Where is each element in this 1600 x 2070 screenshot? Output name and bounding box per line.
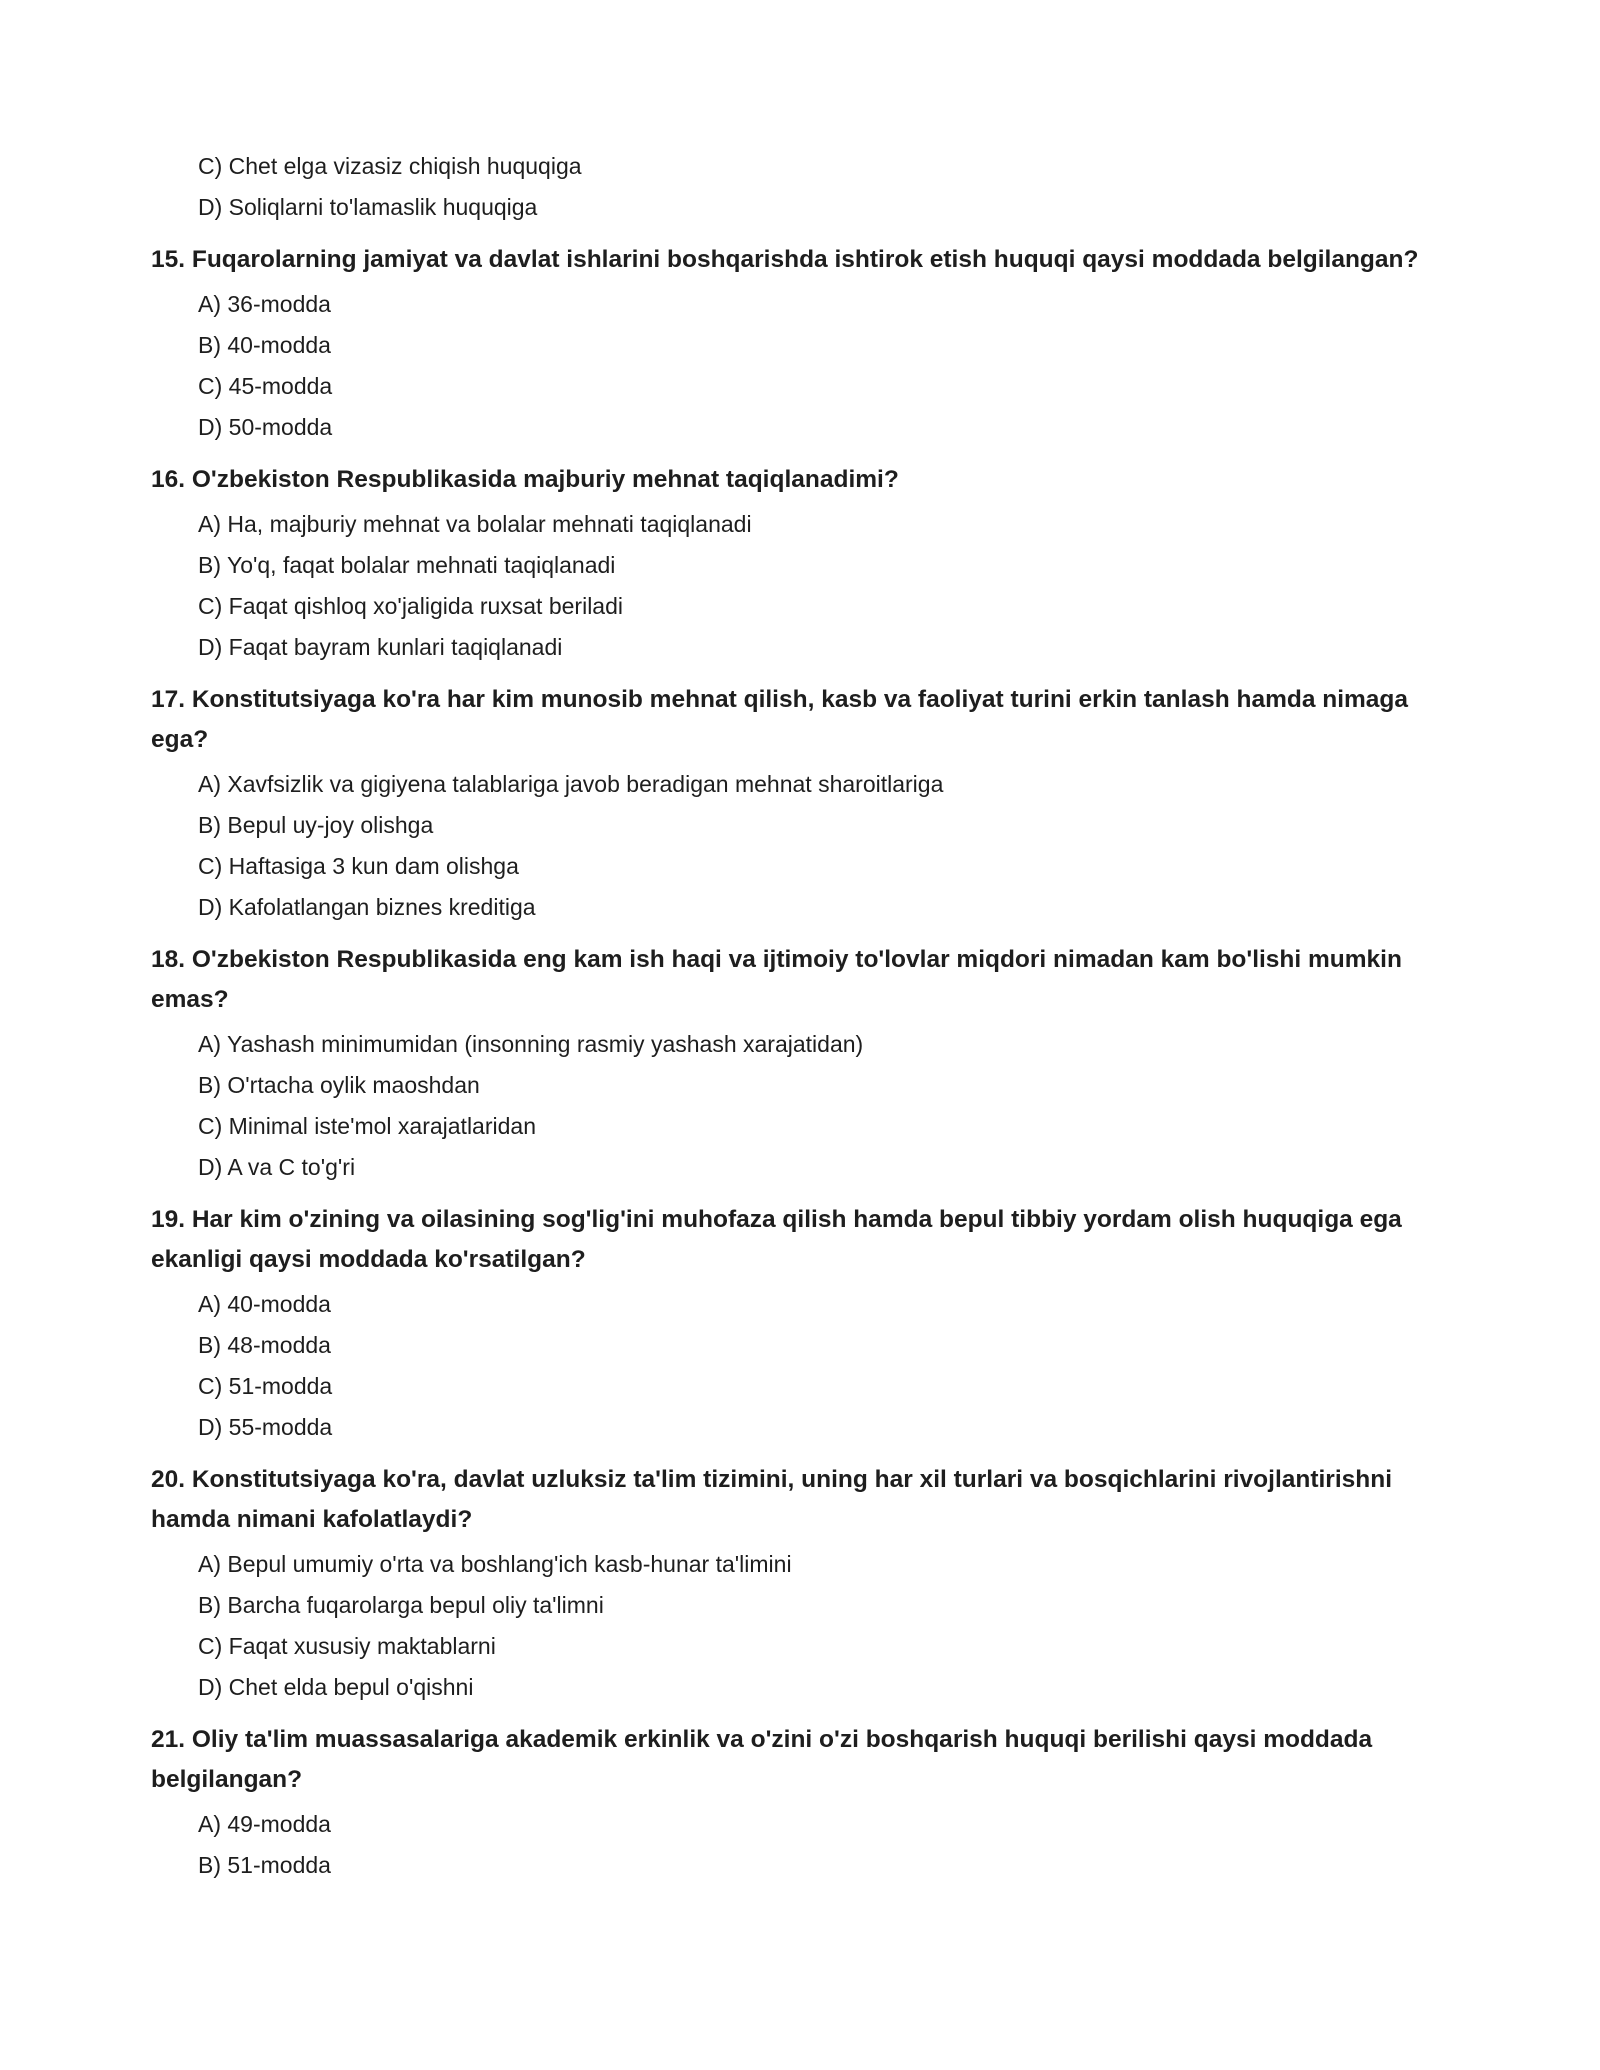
answer-option: A) Yashash minimumidan (insonning rasmiy yashash xarajatidan): [198, 1031, 864, 1057]
answer-option: A) 40-modda: [198, 1291, 331, 1317]
answer-option: D) Faqat bayram kunlari taqiqlanadi: [198, 634, 563, 660]
question-19: [151, 1200, 1451, 1448]
question-17: [151, 680, 1451, 928]
answer-option: A) 49-modda: [198, 1811, 331, 1837]
answer-option: B) 40-modda: [198, 332, 331, 358]
answer-option: D) Kafolatlangan biznes kreditiga: [198, 894, 536, 920]
answer-option: C) Minimal iste'mol xarajatlaridan: [198, 1113, 536, 1139]
question-text: 20. Konstitutsiyaga ko'ra, davlat uzluksiz ta'lim tizimini, uning har xil turlari va bosqichlarini rivojlantirishni hamda nimani kafolatlaydi?: [151, 1466, 1393, 1533]
answer-option: C) Faqat qishloq xo'jaligida ruxsat beriladi: [198, 593, 623, 619]
question-text: 17. Konstitutsiyaga ko'ra har kim munosib mehnat qilish, kasb va faoliyat turini erkin tanlash hamda nimaga ega?: [151, 686, 1409, 753]
answer-option: C) Chet elga vizasiz chiqish huquqiga: [198, 153, 582, 179]
question-20: [151, 1460, 1451, 1708]
answer-option: A) Xavfsizlik va gigiyena talablariga javob beradigan mehnat sharoitlariga: [198, 771, 944, 797]
question-text: 18. O'zbekiston Respublikasida eng kam ish haqi va ijtimoiy to'lovlar miqdori nimadan kam bo'lishi mumkin emas?: [151, 946, 1402, 1013]
answer-option: A) Ha, majburiy mehnat va bolalar mehnati taqiqlanadi: [198, 511, 752, 537]
answer-option: C) Faqat xususiy maktablarni: [198, 1633, 496, 1659]
question-text: 19. Har kim o'zining va oilasining sog'lig'ini muhofaza qilish hamda bepul tibbiy yordam olish huquqiga ega ekanligi qaysi moddada ko'rsatilgan?: [151, 1206, 1402, 1273]
question-16: [151, 460, 1451, 668]
question-text: 21. Oliy ta'lim muassasalariga akademik erkinlik va o'zini o'zi boshqarish huquqi berilishi qaysi moddada belgilangan?: [151, 1726, 1373, 1793]
question-text: 16. O'zbekiston Respublikasida majburiy mehnat taqiqlanadimi?: [151, 466, 899, 493]
document-page: [151, 146, 1451, 1886]
answer-option: B) O'rtacha oylik maoshdan: [198, 1072, 480, 1098]
answer-option: D) Chet elda bepul o'qishni: [198, 1674, 474, 1700]
answer-option: D) 50-modda: [198, 414, 333, 440]
question-15: [151, 240, 1451, 448]
answer-option: B) 48-modda: [198, 1332, 331, 1358]
answer-option: C) 51-modda: [198, 1373, 333, 1399]
question-text: 15. Fuqarolarning jamiyat va davlat ishlarini boshqarishda ishtirok etish huquqi qaysi moddada belgilangan?: [151, 246, 1419, 273]
question-18: [151, 940, 1451, 1188]
answer-option: A) Bepul umumiy o'rta va boshlang'ich kasb-hunar ta'limini: [198, 1551, 792, 1577]
answer-option: B) Yo'q, faqat bolalar mehnati taqiqlanadi: [198, 552, 616, 578]
answer-option: A) 36-modda: [198, 291, 331, 317]
answer-option: D) 55-modda: [198, 1414, 333, 1440]
leading-options: [151, 146, 1451, 228]
answer-option: D) A va C to'g'ri: [198, 1154, 356, 1180]
answer-option: B) 51-modda: [198, 1852, 331, 1878]
answer-option: D) Soliqlarni to'lamaslik huquqiga: [198, 194, 538, 220]
answer-option: B) Barcha fuqarolarga bepul oliy ta'limni: [198, 1592, 604, 1618]
question-21: [151, 1720, 1451, 1886]
answer-option: C) 45-modda: [198, 373, 333, 399]
answer-option: B) Bepul uy-joy olishga: [198, 812, 434, 838]
answer-option: C) Haftasiga 3 kun dam olishga: [198, 853, 519, 879]
